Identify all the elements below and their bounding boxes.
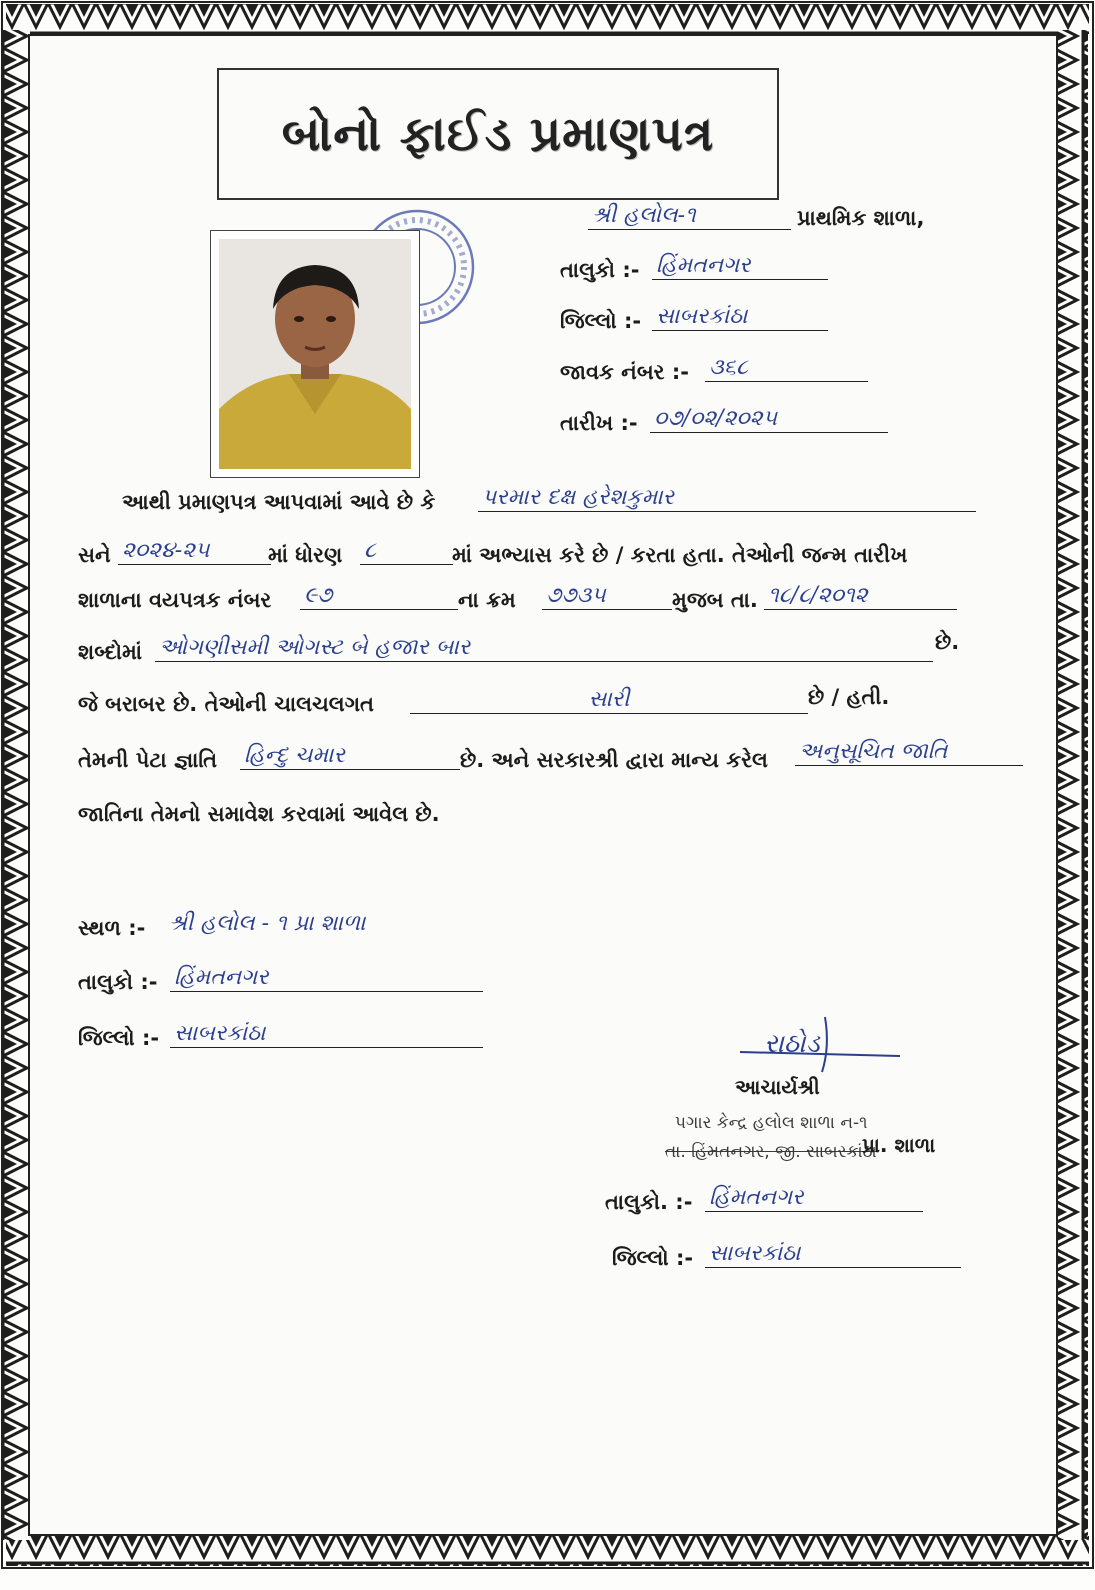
register-value: ૯૭ [300,584,458,610]
school-suffix-label: પ્રાથમિક શાળા, [797,206,925,230]
study-text: માં અભ્યાસ કરે છે / કરતા હતા. તેઓની જન્મ તારીખ [452,543,908,567]
taluka-value: હિંમતનગર [652,254,828,280]
district-value: સાબરકાંઠા [652,305,828,331]
subcaste-label: તેમની પેટા જ્ઞાતિ [78,748,218,772]
taluka-label: તાલુકો :- [560,258,640,282]
signer-district-value: સાબરકાંઠા [705,1242,961,1268]
stamp-line-2: તા. હિંમતનગર, જી. સાબરકાંઠા [665,1142,877,1162]
dob-prefix-label: મુજબ તા. [672,588,758,612]
district-label: જિલ્લો :- [560,309,642,333]
footer-taluka-value: હિંમતનગર [170,966,483,992]
government-text: છે. અને સરકારશ્રી દ્વારા માન્ય કરેલ [460,748,768,772]
date-value: ૦૭/૦૨/૨૦૨૫ [650,407,888,433]
signer-taluka-label: તાલુકો. :- [605,1190,693,1214]
standard-value: ૮ [360,539,453,565]
conduct-value: સારી [410,688,808,714]
footer-district-value: સાબરકાંઠા [170,1022,483,1048]
inclusion-text: જાતિના તેમનો સમાવેશ કરવામાં આવેલ છે. [78,802,440,826]
principal-signature: રાઠોડ [764,1029,820,1059]
outward-number-value: ૩૬૮ [705,356,868,382]
standard-label: માં ધોરણ [268,543,343,567]
date-label: તારીખ :- [560,411,638,435]
serial-label: ના ક્રમ [458,588,516,612]
footer-taluka-label: તાલુકો :- [78,970,158,994]
conduct-label: જે બરાબર છે. તેઓની ચાલચલગત [78,692,374,716]
year-value: ૨૦૨૪-૨૫ [118,539,271,565]
is-was-text: છે / હતી. [808,685,890,709]
year-label: સને [78,543,111,567]
student-photo [210,230,420,478]
outward-number-label: જાવક નંબર :- [560,360,689,384]
footer-district-label: જિલ્લો :- [78,1026,160,1050]
in-words-label: શબ્દોમાં [78,640,142,664]
dob-value: ૧૮/૮/૨૦૧૨ [764,584,957,610]
page-title: બોનો ફાઈડ પ્રમાણપત્ર [281,105,715,162]
place-label: સ્થળ :- [78,916,146,940]
signer-taluka-value: હિંમતનગર [705,1186,923,1212]
stamp-line-1: પગાર કેન્દ્ર હલોલ શાળા ન-૧ [675,1113,868,1133]
school-name-value: શ્રી હલોલ-૧ [588,204,791,230]
certify-text: આથી પ્રમાણપત્ર આપવામાં આવે છે કે [122,490,436,514]
category-value: અનુસૂચિત જાતિ [795,740,1023,766]
signature-stroke [730,1012,910,1082]
serial-value: ૭૭૩૫ [542,584,672,610]
principal-designation: આચાર્યશ્રી [735,1075,820,1099]
dob-words-value: ઓગણીસમી ઓગસ્ટ બે હજાર બાર [155,636,933,662]
is-text: છે. [935,630,960,654]
school-suffix-footer: પ્રા. શાળા [862,1133,936,1157]
place-value: શ્રી હલોલ - ૧ પ્રા શાળા [169,911,366,936]
student-name-value: પરમાર દક્ષ હરેશકુમાર [478,486,976,512]
certificate-paper [30,36,1055,1534]
title-box [217,68,779,200]
signer-district-label: જિલ્લો :- [612,1246,694,1270]
subcaste-value: હિન્દુ ચમાર [240,744,460,770]
student-photo-image [219,239,411,469]
register-label: શાળાના વયપત્રક નંબર [78,588,272,612]
